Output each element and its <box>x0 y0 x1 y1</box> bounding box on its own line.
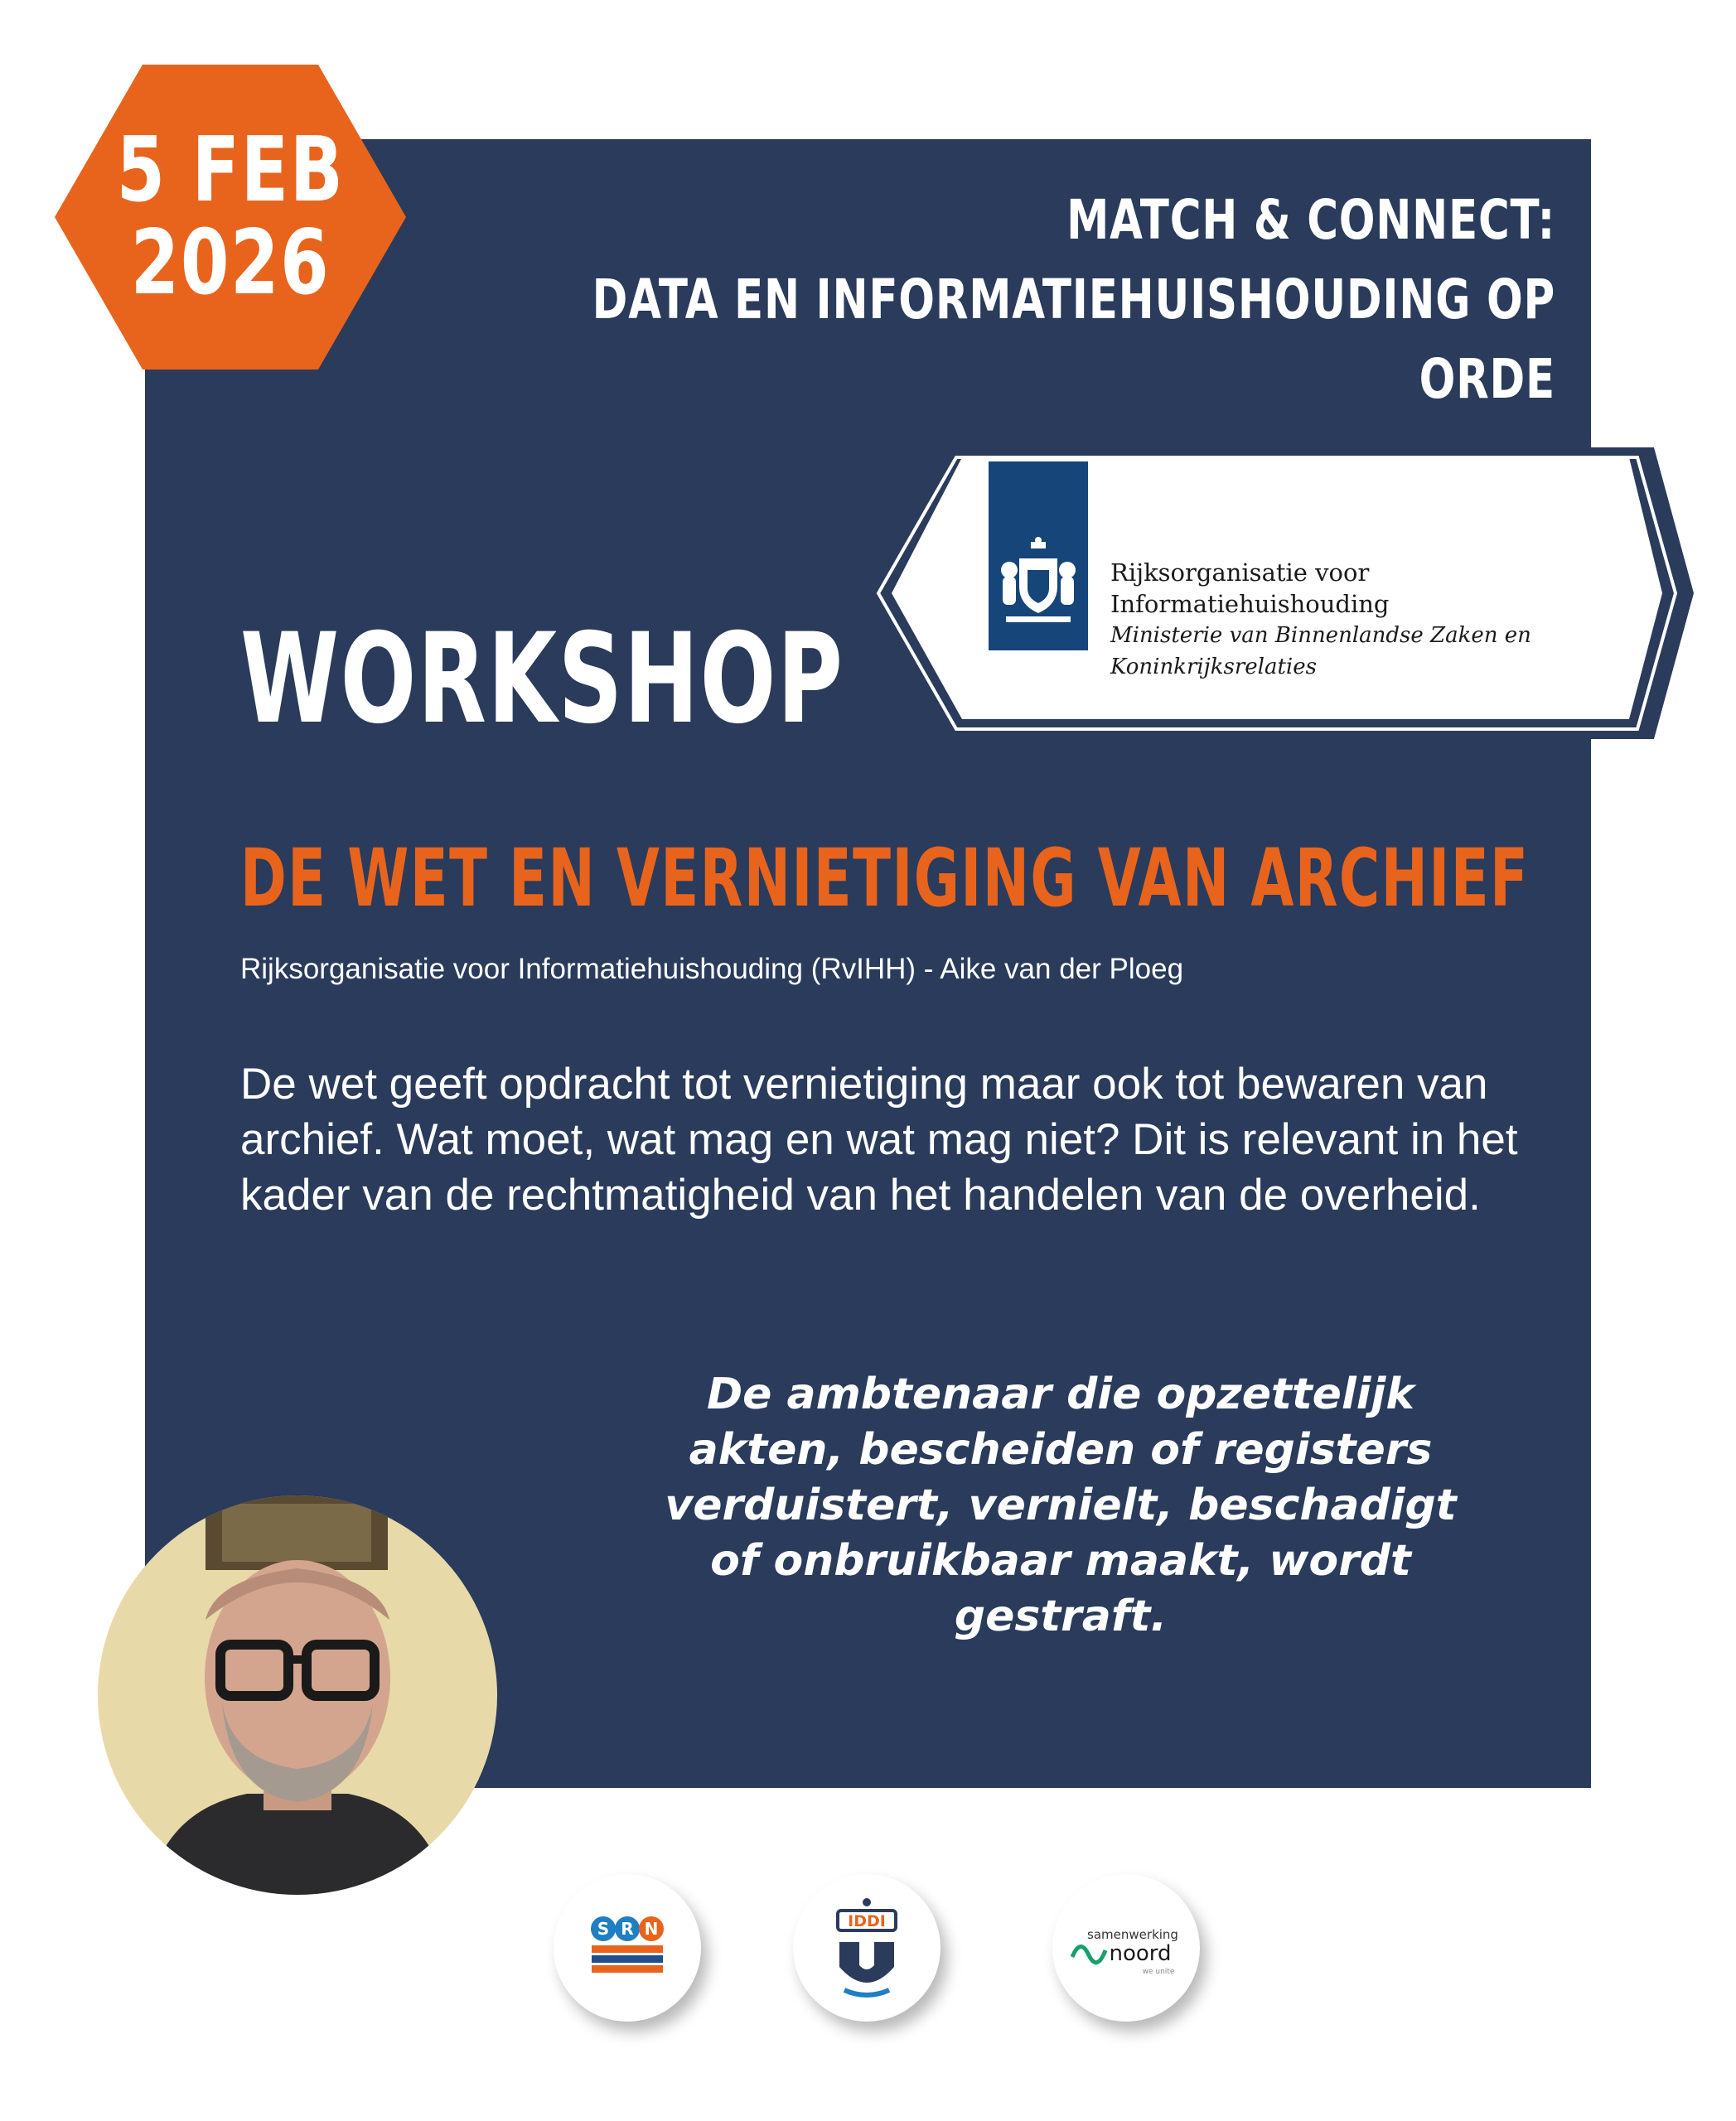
logo-line3: Ministerie van Binnenlandse Zaken en <box>1110 623 1531 648</box>
speaker-photo <box>98 1495 497 1895</box>
srn-letter-n: N <box>644 1919 659 1939</box>
speaker-line: Rijksorganisatie voor Informatiehuishouding (RvIHH) - Aike van der Ploeg <box>240 953 1184 985</box>
logo-line2: Informatiehuishouding <box>1110 590 1390 618</box>
logo-line4: Koninkrijksrelaties <box>1110 655 1317 679</box>
partner-logo-srn <box>554 1874 701 2022</box>
organisation-logo-text <box>1110 557 1531 683</box>
srn-letter-r: R <box>621 1919 634 1939</box>
session-type: WORKSHOP <box>240 607 844 751</box>
crest-icon <box>994 537 1082 628</box>
session-quote: De ambtenaar die opzettelijk akten, bescheiden of registers verduistert, vernielt, beschadigt of onbruikbaar maakt, wordt gestraft. <box>665 1370 1457 1641</box>
session-description: De wet geeft opdracht tot vernietiging maar ook tot bewaren van archief. Wat moet, wat mag en wat mag niet? Dit is relevant in het kader van de rechtmatigheid van het handelen van de overheid. <box>240 1060 1518 1220</box>
partner-logo-samenwerking-noord <box>1052 1874 1200 2022</box>
date-year: 2026 <box>130 211 331 315</box>
iddi-label: IDDI <box>848 1912 886 1930</box>
event-date <box>94 65 368 370</box>
logo-line1: Rijksorganisatie voor <box>1110 558 1370 587</box>
event-title <box>521 181 1555 419</box>
srn-letter-s: S <box>597 1919 610 1939</box>
date-day-month: 5 FEB <box>116 118 345 222</box>
partner-logo-iddi <box>793 1874 941 2022</box>
event-title-line2: DATA EN INFORMATIEHUISHOUDING OP ORDE <box>592 268 1555 411</box>
event-title-line1: MATCH & CONNECT: <box>1066 188 1555 252</box>
noord-tagline: we unite <box>1142 1968 1175 1976</box>
session-title: DE WET EN VERNIETIGING VAN ARCHIEF <box>240 832 1530 925</box>
noord-line1: samenwerking <box>1087 1927 1178 1942</box>
noord-line2: noord <box>1109 1941 1172 1966</box>
